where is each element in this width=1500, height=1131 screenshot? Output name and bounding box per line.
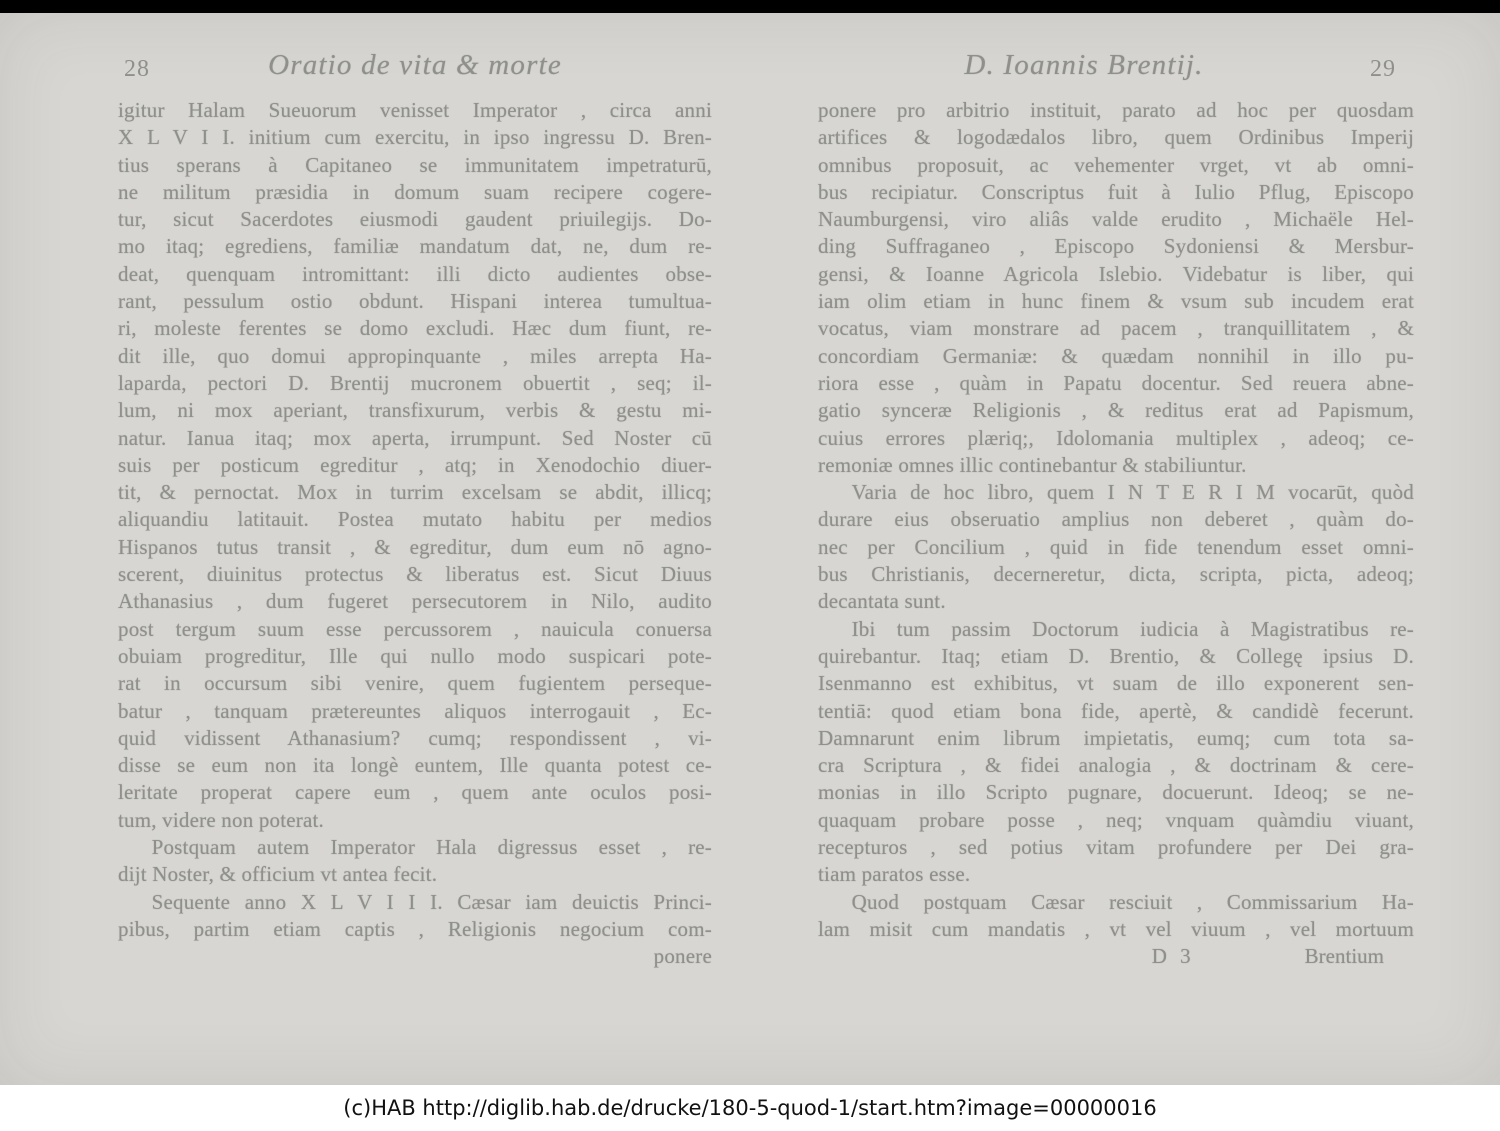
- text-line: natur. Ianua itaq; mox aperta, irrumpunt. Sed Noster cū: [118, 425, 712, 450]
- text-line: gensi, & Ioanne Agricola Islebio. Videbatur is liber, qui: [818, 261, 1414, 286]
- text-line: tit, & pernoctat. Mox in turrim excelsam se abdit, illicq;: [118, 480, 712, 505]
- text-line: quirebantur. Itaq; etiam D. Brentio, & Collegę ipsius D.: [818, 643, 1414, 668]
- text-line: post tergum suum esse percussorem , nauicula conuersa: [118, 616, 712, 641]
- text-line: monias in illo Scripto pugnare, docuerunt. Ideoq; se ne-: [818, 780, 1414, 805]
- caption-text: (c)HAB http://diglib.hab.de/drucke/180-5-quod-1/start.htm?image=00000016: [343, 1096, 1157, 1120]
- text-line: omnibus proposuit, ac vehementer vrget, vt ab omni-: [818, 152, 1414, 177]
- text-line: vocatus, viam monstrare ad pacem , tranquillitatem , &: [818, 316, 1414, 341]
- text-line: pibus, partim etiam captis , Religionis negocium com-: [118, 916, 712, 941]
- text-line: cuius errores plæriq;, Idolomania multiplex , adeoq; ce-: [818, 425, 1414, 450]
- text-line: Damnarunt enim librum impietatis, eumq; cum tota sa-: [818, 725, 1414, 750]
- text-line: ponere: [653, 944, 712, 969]
- text-line: tum, videre non poterat.: [118, 807, 324, 832]
- signature-mark: D 3: [1151, 944, 1195, 969]
- text-line: lum, ni mox aperiant, transfixurum, verbis & gestu mi-: [118, 398, 712, 423]
- text-line: dijt Noster, & officium vt antea fecit.: [118, 862, 438, 887]
- text-line: tius sperans à Capitaneo se immunitatem impetraturū,: [118, 152, 712, 177]
- text-line: remoniæ omnes illic continebantur & stabiliuntur.: [818, 452, 1247, 477]
- text-line: rant, pessulum ostio obdunt. Hispani interea tumultua-: [118, 289, 712, 314]
- text-line: ponere pro arbitrio instituit, parato ad hoc per quosdam: [818, 98, 1414, 122]
- caption-bar: [0, 1085, 1500, 1131]
- text-line: Naumburgensi, viro aliâs valde erudito , Michaële Hel-: [818, 207, 1414, 232]
- text-line: iam olim etiam in hunc finem & vsum sub incudem erat: [818, 289, 1414, 314]
- text-line: ding Suffraganeo , Episcopo Sydoniensi & Mersbur-: [818, 234, 1414, 259]
- text-line: bus recipiatur. Conscriptus fuit à Iulio Pflug, Episcopo: [818, 179, 1414, 204]
- left-page-text: [118, 97, 712, 971]
- text-line: Ibi tum passim Doctorum iudicia à Magistratibus re-: [851, 616, 1414, 641]
- text-line: Athanasius , dum fugeret persecutorem in Nilo, audito: [118, 589, 712, 614]
- text-line: tentiā: quod etiam bona fide, apertè, & candidè fecerunt.: [818, 698, 1414, 723]
- text-line: durare eius obseruatio amplius non deberet , quàm do-: [818, 507, 1414, 532]
- text-line: artifices & logodædalos libro, quem Ordinibus Imperij: [818, 125, 1414, 150]
- page-number-left: 28: [124, 56, 150, 82]
- right-page: [818, 49, 1414, 971]
- text-line: bus Christianis, decerneretur, dicta, scripta, picta, adeoq;: [818, 562, 1414, 587]
- text-line: quaquam probare posse , neq; vnquam quàmdiu viuant,: [818, 807, 1414, 832]
- running-title-left: Oratio de vita & morte: [268, 49, 562, 81]
- text-line: Hispanos tutus transit , & egreditur, dum eum nō agno-: [118, 534, 712, 559]
- text-line: tiam paratos esse.: [818, 862, 971, 887]
- text-line: nec per Concilium , quid in fide tenendum esset omni-: [818, 534, 1414, 559]
- text-line: tur, sicut Sacerdotes eiusmodi gaudent priuilegijs. Do-: [118, 207, 712, 232]
- page-number-right: 29: [1370, 56, 1396, 82]
- text-line: dit ille, quo domui appropinquante , miles arrepta Ha-: [118, 343, 712, 368]
- text-line: Postquam autem Imperator Hala digressus esset , re-: [151, 835, 712, 860]
- text-line: Sequente anno X L V I I I. Cæsar iam deuictis Princi-: [151, 889, 712, 914]
- text-line: leritate properat capere eum , quem ante oculos posi-: [118, 780, 712, 805]
- text-line: aliquandiu latitauit. Postea mutato habitu per medios: [118, 507, 712, 532]
- right-page-header: [818, 49, 1414, 89]
- text-line: ne militum præsidia in domum suam recipere cogere-: [118, 179, 712, 204]
- text-line: scerent, diuinitus protectus & liberatus est. Sicut Diuus: [118, 562, 712, 587]
- catchword: Brentium: [1304, 944, 1384, 969]
- text-line: batur , tanquam prætereuntes aliquos interrogauit , Ec-: [118, 698, 712, 723]
- text-line: Isenmanno est exhibitus, vt suam de illo exponerent sen-: [818, 671, 1414, 696]
- text-line: laparda, pectori D. Brentij mucronem obuertit , seq; il-: [118, 370, 712, 395]
- left-page: [118, 49, 712, 971]
- text-line: deat, quenquam intromittant: illi dicto audientes obse-: [118, 261, 712, 286]
- text-line: decantata sunt.: [818, 589, 946, 614]
- text-line: disse se eum non ita longè euntem, Ille quanta potest ce-: [118, 753, 712, 778]
- text-line: quid vidissent Athanasium? cumq; respondissent , vi-: [118, 725, 712, 750]
- scanned-book-spread: [0, 13, 1500, 1085]
- text-line: igitur Halam Sueuorum venisset Imperator , circa anni: [118, 98, 712, 122]
- top-black-bar: [0, 0, 1500, 13]
- text-line: cra Scriptura , & fidei analogia , & doctrinam & cere-: [818, 753, 1414, 778]
- text-line: ri, moleste ferentes se domo excludi. Hæc dum fiunt, re-: [118, 316, 712, 341]
- text-line: Varia de hoc libro, quem I N T E R I M vocarūt, quòd: [851, 480, 1414, 505]
- running-title-right: D. Ioannis Brentij.: [964, 49, 1204, 81]
- text-line: concordiam Germaniæ: & quædam nonnihil in illo pu-: [818, 343, 1414, 368]
- text-line: Quod postquam Cæsar resciuit , Commissarium Ha-: [851, 889, 1414, 914]
- text-line: obuiam progreditur, Ille qui nullo modo suspicari pote-: [118, 643, 712, 668]
- text-line: mo itaq; egrediens, familiæ mandatum dat, ne, dum re-: [118, 234, 712, 259]
- left-page-header: [118, 49, 712, 89]
- text-line: gatio synceræ Religionis , & reditus erat ad Papismum,: [818, 398, 1414, 423]
- text-line: riora esse , quàm in Papatu docentur. Sed reuera abne-: [818, 370, 1414, 395]
- signature-row: [818, 943, 1414, 970]
- text-line: rat in occursum sibi venire, quem fugientem perseque-: [118, 671, 712, 696]
- text-line: lam misit cum mandatis , vt vel viuum , vel mortuum: [818, 916, 1414, 941]
- text-line: X L V I I. initium cum exercitu, in ipso ingressu D. Bren-: [118, 125, 712, 150]
- text-line: recepturos , sed potius vitam profundere per Dei gra-: [818, 835, 1414, 860]
- right-page-text: [818, 97, 1414, 943]
- text-line: suis per posticum egreditur , atq; in Xenodochio diuer-: [118, 452, 712, 477]
